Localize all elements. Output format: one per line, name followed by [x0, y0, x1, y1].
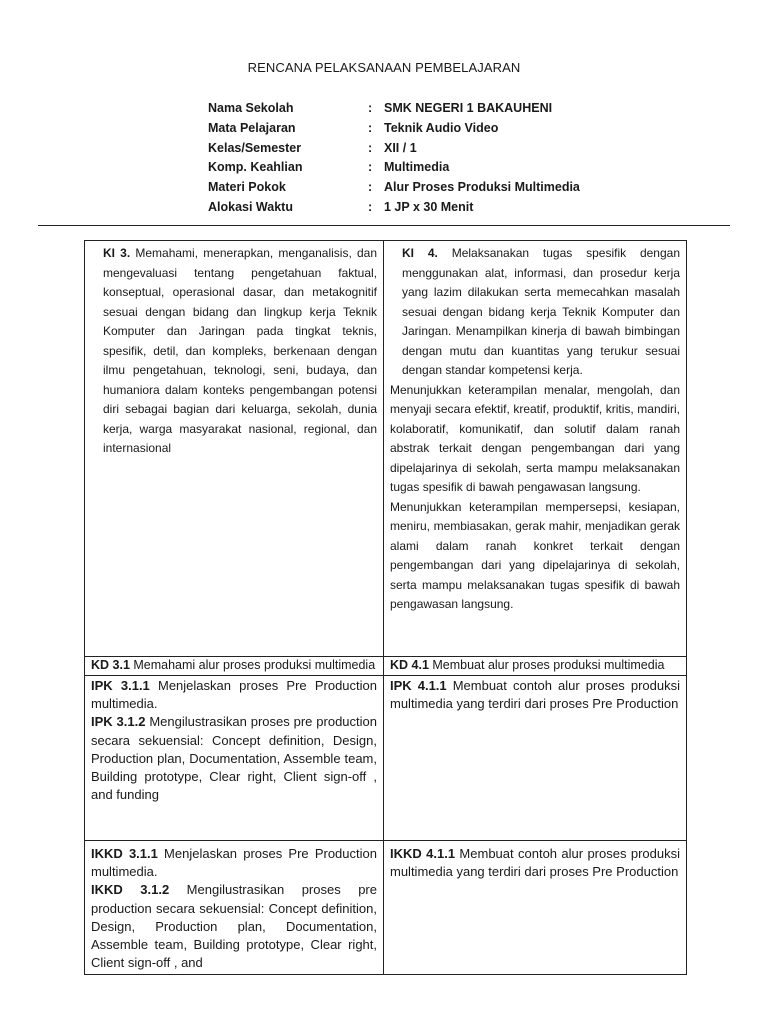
info-row-time — [208, 198, 580, 218]
ki4-paragraph-2: Menunjukkan keterampilan menalar, mengolah, dan menyaji secara efektif, kreatif, produktif, kritis, mandiri, kolaboratif, komunikatif, dan solutif dalam ranah abstrak terkait dengan pengembangan dari yang dipelajarinya di sekolah, serta mampu melaksanakan tugas spesifik di bawah pengawasan langsung. — [390, 382, 680, 494]
ki4-cell — [384, 241, 687, 657]
ki4-paragraph-1 — [390, 244, 680, 381]
ikkd-3-cell — [85, 841, 384, 975]
info-label: Materi Pokok — [208, 180, 286, 195]
ipk312-text: Mengilustrasikan proses pre production secara sekuensial: Concept definition, Design, Production plan, Documentation, Assemble team, Building prototype, Clear right, Client sign-off , and funding — [91, 714, 377, 803]
ki4-lead: KI 4. — [402, 246, 438, 260]
info-row-competency — [208, 158, 580, 178]
info-row-subject — [208, 119, 580, 139]
ikkd-row — [85, 841, 687, 975]
info-value: 1 JP x 30 Menit — [384, 199, 474, 214]
ki4-text-1: Melaksanakan tugas spesifik dengan menggunakan alat, informasi, dan prosedur kerja yang lazim dilakukan serta memecahkan masalah sesuai dengan bidang kerja Teknik Komputer dan Jaringan. Menampilkan kinerja di bawah bimbingan dengan mutu dan kuantitas yang terukur sesuai dengan standar kompetensi kerja. — [402, 246, 680, 377]
kd31-code: KD 3.1 — [91, 658, 130, 672]
info-value: Alur Proses Produksi Multimedia — [384, 180, 580, 195]
ipk411-text: Membuat contoh alur proses produksi multimedia yang terdiri dari proses Pre Production — [390, 678, 680, 712]
info-value: SMK NEGERI 1 BAKAUHENI — [384, 101, 553, 115]
ki4-paragraph-3: Menunjukkan keterampilan mempersepsi, kesiapan, meniru, membiasakan, gerak mahir, menjadikan gerak alami dalam ranah konkret terkait dengan pengembangan dari yang dipelajarinya di sekolah, serta mampu melaksanakan tugas spesifik di bawah pengawasan langsung. — [390, 499, 680, 611]
info-value: XII / 1 — [384, 140, 417, 155]
ikkd-4-cell — [384, 841, 687, 975]
ipk311-item — [91, 677, 377, 713]
info-colon: : — [368, 140, 373, 155]
kd41-cell — [384, 657, 687, 676]
info-label: Mata Pelajaran — [208, 120, 296, 135]
info-colon: : — [368, 120, 373, 135]
info-label: Komp. Keahlian — [208, 160, 303, 175]
ikkd311-item — [91, 845, 377, 881]
info-label: Kelas/Semester — [208, 140, 302, 155]
ikkd312-text: Mengilustrasikan proses pre production secara sekuensial: Concept definition, Design, Production plan, Documentation, Assemble team, Building prototype, Clear right, Client sign-off , and — [91, 882, 377, 971]
ikkd311-code: IKKD 3.1.1 — [91, 846, 158, 861]
ipk-row — [85, 676, 687, 841]
info-row-school — [208, 99, 580, 119]
ipk-4-cell — [384, 676, 687, 841]
ki3-text: Memahami, menerapkan, menganalisis, dan mengevaluasi tentang pengetahuan faktual, konseptual, operasional dasar, dan metakognitif sesuai dengan bidang dan lingkup kerja Teknik Komputer dan Jaringan pada tingkat teknis, spesifik, detil, dan kompleks, berkenaan dengan ilmu pengetahuan, teknologi, seni, budaya, dan humaniora dalam konteks pengembangan potensi diri sebagai bagian dari keluarga, sekolah, dunia kerja, warga masyarakat nasional, regional, dan internasional — [103, 246, 377, 455]
kd31-text: Memahami alur proses produksi multimedia — [129, 658, 376, 672]
info-value: Teknik Audio Video — [384, 120, 499, 135]
ipk311-code: IPK 3.1.1 — [91, 678, 150, 693]
info-colon: : — [368, 101, 373, 115]
ikkd312-item — [91, 881, 377, 972]
ipk411-code: IPK 4.1.1 — [390, 678, 447, 693]
info-colon: : — [368, 160, 373, 175]
info-row-topic — [208, 178, 580, 198]
info-value: Multimedia — [384, 160, 450, 175]
kd-row — [85, 657, 687, 676]
kd41-code: KD 4.1 — [390, 658, 429, 672]
ipk-3-cell — [85, 676, 384, 841]
info-label: Nama Sekolah — [208, 101, 294, 115]
ikkd411-code: IKKD 4.1.1 — [390, 846, 456, 861]
ipk312-code: IPK 3.1.2 — [91, 714, 146, 730]
ki3-paragraph — [91, 244, 377, 459]
competency-table — [84, 240, 687, 975]
document-title: RENCANA PELAKSANAAN PEMBELAJARAN — [247, 60, 521, 75]
ki3-lead: KI 3. — [103, 246, 131, 260]
info-label: Alokasi Waktu — [208, 199, 293, 214]
ki-row — [85, 241, 687, 657]
ikkd411-text: Membuat contoh alur proses produksi multimedia yang terdiri dari proses Pre Production — [390, 846, 680, 880]
identity-block — [208, 99, 580, 218]
ipk311-text: Menjelaskan proses Pre Production multimedia. — [91, 678, 377, 712]
ikkd311-text: Menjelaskan proses Pre Production multimedia. — [91, 846, 377, 880]
info-colon: : — [368, 199, 373, 214]
ipk312-item — [91, 713, 377, 804]
kd41-text: Membuat alur proses produksi multimedia — [428, 658, 665, 672]
horizontal-divider — [38, 225, 730, 226]
ipk411-item — [390, 677, 680, 713]
ki3-cell — [85, 241, 384, 657]
ikkd312-code: IKKD 3.1.2 — [91, 882, 170, 898]
info-colon: : — [368, 180, 373, 195]
ikkd411-item — [390, 845, 680, 881]
info-row-class — [208, 139, 580, 159]
kd31-cell — [85, 657, 384, 676]
